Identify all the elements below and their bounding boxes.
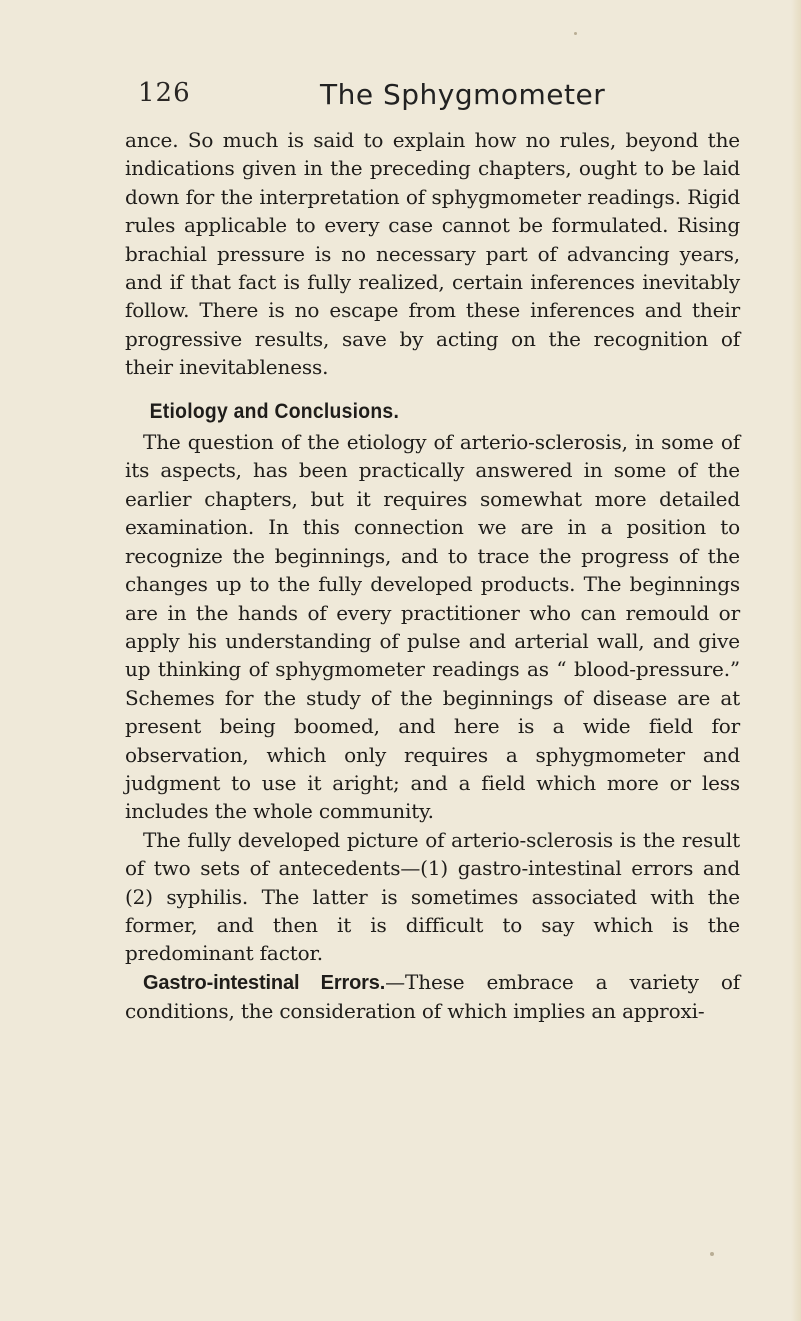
run-in-heading: Gastro-intestinal Errors. xyxy=(143,971,386,994)
paragraph-gastro-intestinal-text: —These embrace a variety of conditions, the consideration of which implies an approxi- xyxy=(125,969,740,1024)
paper-speck xyxy=(574,32,577,35)
section-heading: Etiology and Conclusions. xyxy=(149,399,400,423)
paragraph-continuation: ance. So much is said to explain how no rules, beyond the indications given in the preceding chapters, ought to be laid down for the interpretation of sphygmometer readings. Rigid rules applicable to every case cannot be formulated. Rising brachial pressure is no necessary part of advancing years, and if that fact is fully realized, certain inferences inevitably follow. There is no escape from these inferences and their progressive results, save by acting on the recognition of their inevitableness. xyxy=(125,128,740,380)
paragraph-gastro-intestinal xyxy=(125,968,740,1026)
paragraph-etiology: The question of the etiology of arterio-sclerosis, in some of its aspects, has been practically answered in some of the earlier chapters, but it requires somewhat more detailed examination. In this connection we are in a position to recognize the beginnings, and to trace the progress of the changes up to the fully developed products. The beginnings are in the hands of every practitioner who can remould or apply his understanding of pulse and arterial wall, and give up thinking of sphygmometer readings as “ blood-pressure.” Schemes for the study of the beginnings of disease are at present being boomed, and here is a wide field for observation, which only requires a sphygmometer and judgment to use it aright; and a field which more or less includes the whole community. xyxy=(125,430,740,824)
page-edge-shadow xyxy=(791,0,801,1321)
page-number: 126 xyxy=(138,78,191,108)
page-header xyxy=(138,68,758,118)
page-body xyxy=(125,126,740,1026)
paper-speck xyxy=(710,1252,714,1256)
running-title: The Sphygmometer xyxy=(320,78,606,111)
paragraph-antecedents: The fully developed picture of arterio-sclerosis is the result of two sets of antecedents—(1) gastro-intestinal errors and (2) syphilis. The latter is sometimes associated with the former, and then it is difficult to say which is the predominant factor. xyxy=(125,827,740,966)
